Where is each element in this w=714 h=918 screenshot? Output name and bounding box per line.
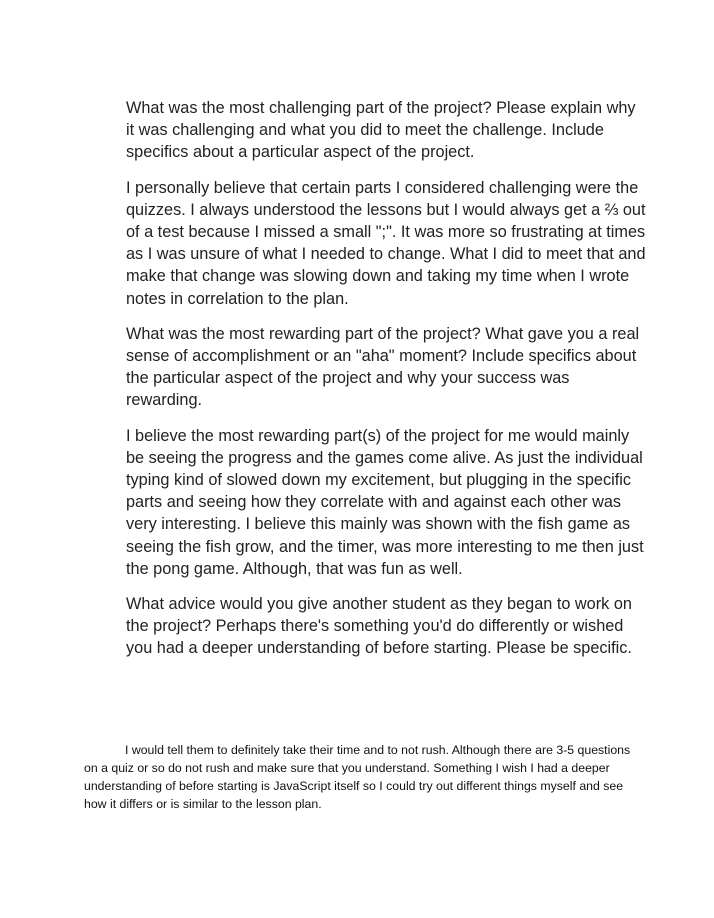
- question-rewarding: What was the most rewarding part of the project? What gave you a real sense of accomplishment or an "aha" moment? Include specifics about the particular aspect of the project and why your success was rewarding.: [126, 324, 640, 410]
- answer-rewarding: I believe the most rewarding part(s) of the project for me would mainly be seeing the progress and the games come alive. As just the individual typing kind of slowed down my excitement, but plugging in the specific parts and seeing how they correlate with and against each other was very interesting. I believe this mainly was shown with the fish game as seeing the fish grow, and the timer, was more interesting to me then just the pong game. Although, that was fun as well.: [126, 426, 644, 578]
- question-challenging: What was the most challenging part of the project? Please explain why it was challenging and what you did to meet the challenge. Include specifics about a particular aspect of the project.: [126, 99, 636, 162]
- question-advice: What advice would you give another student as they began to work on the project? Perhaps there's something you'd do differently or wished you had a deeper understanding of before starting. Please be specific.: [126, 595, 632, 658]
- answer-advice: I would tell them to definitely take their time and to not rush. Although there are 3-5 questions on a quiz or so do not rush and make sure that you understand. Something I wish I had a deeper understanding of before starting is JavaScript itself so I could try out different things myself and see how it differs or is similar to the lesson plan.: [84, 743, 631, 812]
- answer-challenging: I personally believe that certain parts I considered challenging were the quizzes. I always understood the lessons but I would always get a ⅔ out of a test because I missed a small ";". It was more so frustrating at times as I was unsure of what I needed to change. What I did to meet that and make that change was slowing down and taking my time when I wrote notes in correlation to the plan.: [126, 178, 646, 308]
- document-body: [126, 97, 646, 673]
